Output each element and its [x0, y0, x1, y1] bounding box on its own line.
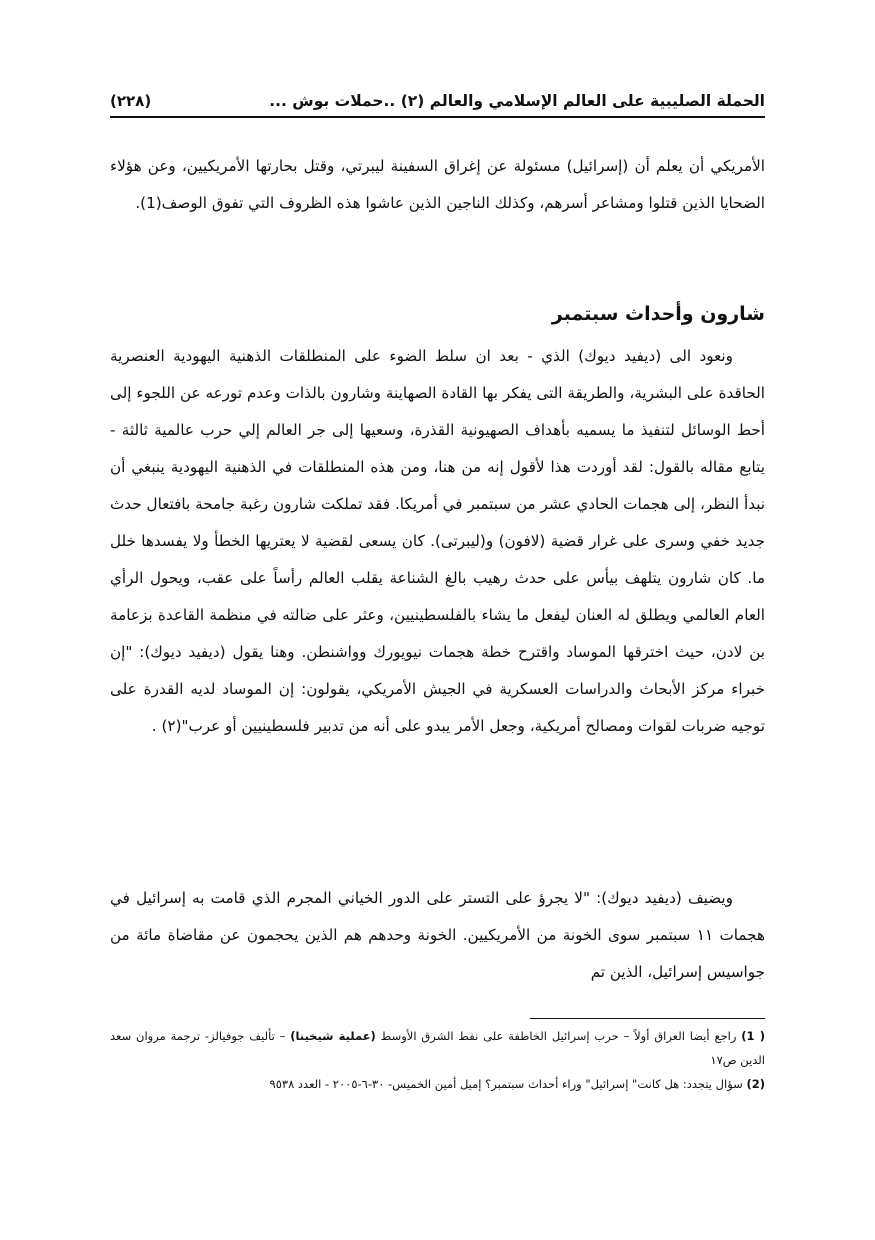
footnote-text: راجع أيضا العراق أولاً – حرب إسرائيل الخاطفة على نفط الشرق الأوسط [380, 1029, 737, 1043]
body-paragraph: ونعود الى (ديفيد ديوك) الذي - بعد ان سلط الضوء على المنطلقات الذهنية اليهودية العنصرية الحاقدة على البشرية، والطريقة التى يفكر بها القادة الصهاينة وشارون بالذات وعدم تورعه عن اللجوء إلى أحط الوسائل لتنفيذ ما يسميه بأهداف الصهيونية القذرة، وسعيها إلى جر العالم إلي حرب عالمية ثالثة - يتابع مقاله بالقول: لقد أوردت هذا لأقول إنه من هنا، ومن هذه المنطلقات في الذهنية اليهودية ينبغي أن نبدأ النظر، إلى هجمات الحادي عشر من سبتمبر في أمريكا. فقد تملكت شارون رغبة جامحة بافتعال حدث جديد خفي وسرى على غرار قضية (لافون) و(ليبرتى). كان يسعى لقضية لا يعتريها الخطأ ولا يفسدها خلل ما. كان شارون يتلهف بيأس على حدث رهيب بالغ الشناعة يقلب العالم رأساً على عقب، ويحول الرأي العام العالمي ويطلق له العنان ليفعل ما يشاء بالفلسطينيين، وعثر على ضالته في منظمة القاعدة بزعامة بن لادن، حيث اخترقها الموساد واقترح خطة هجمات نيويورك وواشنطن. وهنا يقول (ديفيد ديوك): "إن خبراء مركز الأبحاث والدراسات العسكرية في الجيش الأمريكي، يقولون: إن الموساد لديه القدرة على توجيه ضربات لقوات ومصالح أمريكية، وجعل الأمر يبدو على أنه من تدبير فلسطينيين أو عرب"(٢) . [110, 347, 765, 735]
intro-paragraph: الأمريكي أن يعلم أن (إسرائيل) مسئولة عن إغراق السفينة ليبرتي، وقتل بحارتها الأمريكيين، وعن هؤلاء الضحايا الذين قتلوا ومشاعر أسرهم، وكذلك الناجين الذين عاشوا هذه الظروف التي تفوق الوصف(1). [110, 157, 765, 212]
page-number: (٢٢٨) [110, 92, 152, 110]
footnote-text: سؤال يتجدد: هل كانت" إسرائيل" وراء أحداث سبتمبر؟ إميل أمين الخميس- ٣٠-٦-٢٠٠٥ - العدد ٩٥٣٨ [269, 1077, 743, 1091]
footnote-1 [110, 1024, 765, 1072]
footnote-marker: ( 1) [741, 1029, 765, 1043]
header-title: الحملة الصليبية على العالم الإسلامي والعالم (٢) ..حملات بوش ... [269, 92, 765, 110]
body-paragraph: ويضيف (ديفيد ديوك): "لا يجرؤ على التستر على الدور الخياني المجرم الذي قامت به إسرائيل في هجمات ١١ سبتمبر سوى الخونة من الأمريكيين. الخونة وحدهم هم الذين يحجمون عن مقاضاة مائة من جواسيس إسرائيل، الذين تم [110, 889, 765, 981]
footnotes [110, 1024, 765, 1096]
running-header [110, 86, 765, 118]
section-heading: شارون وأحداث سبتمبر [551, 303, 765, 325]
footnote-source: (عملية شيخينا) [290, 1029, 376, 1043]
footnote-separator [530, 1018, 765, 1019]
footnote-marker: (2) [746, 1077, 765, 1091]
footnote-text: – تأليف جوفيالز- ترجمة مروان سعد الدين ص١٧ [110, 1029, 765, 1067]
footnote-2 [110, 1072, 765, 1096]
